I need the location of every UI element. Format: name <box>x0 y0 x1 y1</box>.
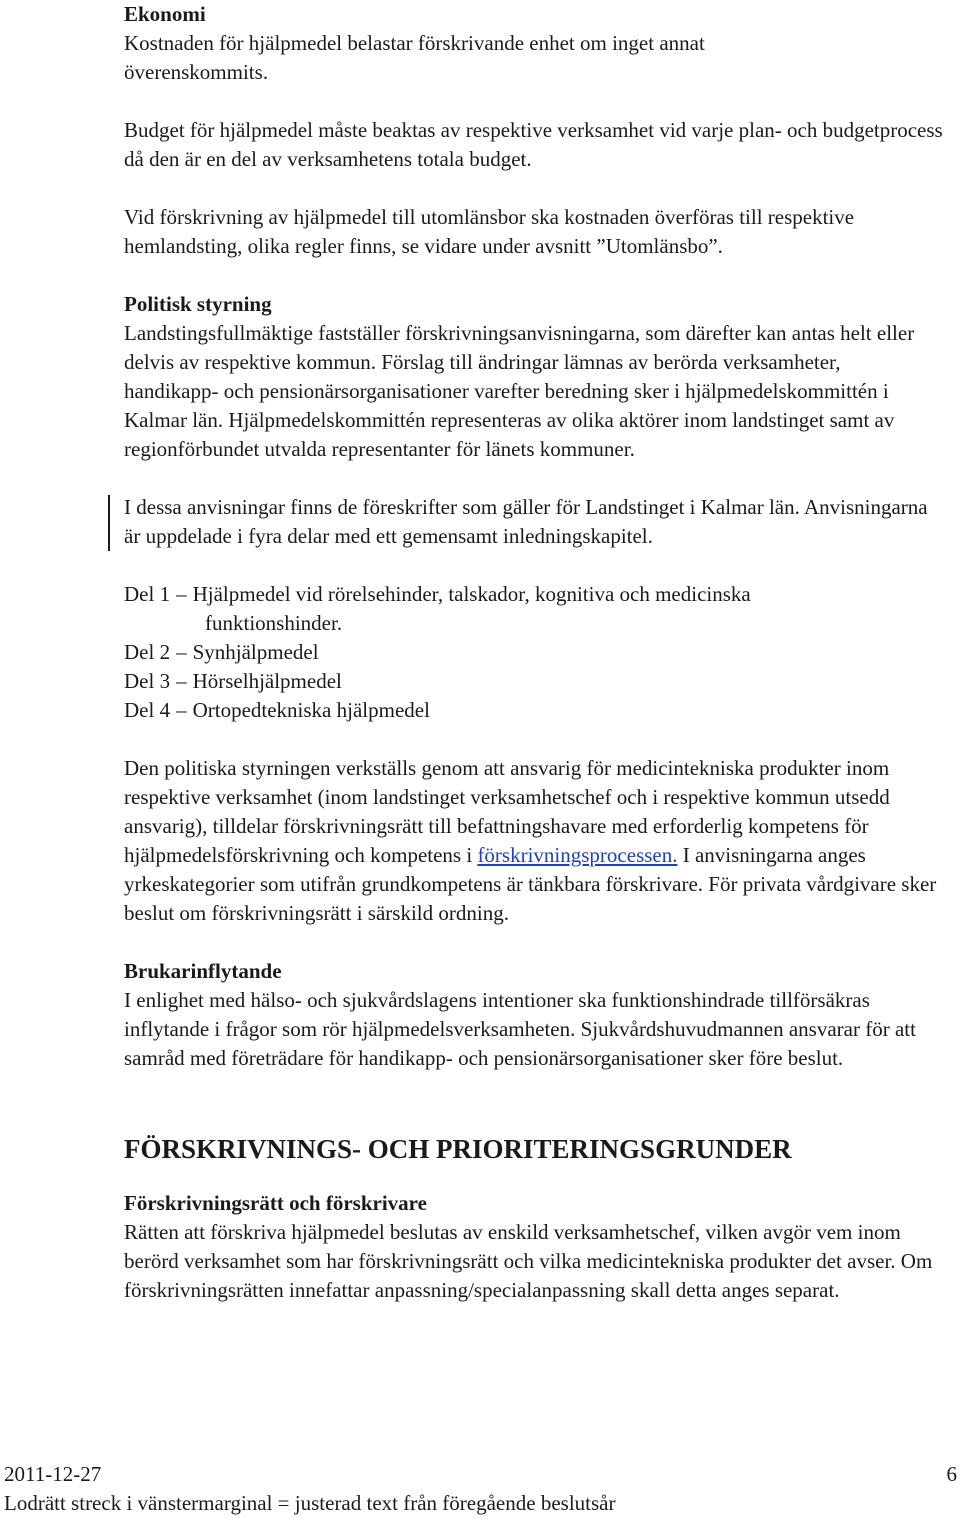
del-dash: – <box>176 669 187 693</box>
heading-brukarinflytande: Brukarinflytande <box>124 959 282 983</box>
ekonomi-para-3: Vid förskrivning av hjälpmedel till utomlänsbor ska kostnaden överföras till respektive hemlandsting, olika regler finns, se vidare under avsnitt ”Utomlänsbo”. <box>124 205 855 258</box>
del-text: Ortopedtekniska hjälpmedel <box>192 698 430 722</box>
styrning-text-1: Den politiska styrningen verkställs genom att ansvarig för medicintekniska produkter inom respektive verksamhet (inom landstinget verksamhetschef och i respektive kommun utsedd ansvarig), tilldelar förskrivningsrätt till befattningshavare med erforderlig kompetens för hjälpmedelsförskrivning och kompetens i <box>124 756 890 867</box>
ekonomi-para-1: Kostnaden för hjälpmedel belastar förskrivande enhet om inget annat överenskommits. <box>124 31 705 84</box>
heading-ekonomi: Ekonomi <box>124 2 206 26</box>
del-text: Synhjälpmedel <box>192 640 319 664</box>
del-item-1 <box>124 580 960 609</box>
section-ekonomi <box>124 0 960 261</box>
heading-politisk-styrning: Politisk styrning <box>124 292 272 316</box>
forskrivningsprocessen-link[interactable]: förskrivningsprocessen. <box>477 843 678 867</box>
page-number: 6 <box>946 1462 957 1486</box>
section-title: FÖRSKRIVNINGS- OCH PRIORITERINGSGRUNDER <box>124 1134 792 1164</box>
revision-bar <box>108 495 110 551</box>
del-dash: – <box>176 582 187 606</box>
del-item-3 <box>124 667 960 696</box>
del-list <box>124 580 960 725</box>
document-page <box>124 0 960 1305</box>
del-dash: – <box>176 640 187 664</box>
del-text: Hjälpmedel vid rörelsehinder, talskador, kognitiva och medicinska <box>192 582 751 606</box>
footer-note: Lodrätt streck i vänstermarginal = justerad text från föregående beslutsår <box>4 1491 616 1515</box>
del-text: Hörselhjälpmedel <box>192 669 342 693</box>
brukar-para: I enlighet med hälso- och sjukvårdslagens intentioner ska funktionshindrade tillförsäkras inflytande i frågor som rör hjälpmedelsverksamheten. Sjukvårdshuvudmannen ansvarar för att samråd med företrädare för handikapp- och pensionärsorganisationer sker före beslut. <box>124 988 916 1070</box>
del-item-2 <box>124 638 960 667</box>
del-number: Del 3 <box>124 669 171 693</box>
heading-forskrivningsratt: Förskrivningsrätt och förskrivare <box>124 1191 427 1215</box>
del-number: Del 1 <box>124 582 171 606</box>
section-politisk-styrning <box>124 290 960 551</box>
del-dash: – <box>176 698 187 722</box>
section-forskrivningsratt <box>124 1189 960 1305</box>
del-number: Del 4 <box>124 698 171 722</box>
revised-paragraph <box>124 493 960 551</box>
forskrivningsratt-para: Rätten att förskriva hjälpmedel beslutas av enskild verksamhetschef, vilken avgör vem inom berörd verksamhet som har förskrivningsrätt och vilka medicintekniska produkter det avser. Om förskrivningsrätten innefattar anpassning/specialanpassning skall detta anges separat. <box>124 1220 933 1302</box>
politisk-revised-para: I dessa anvisningar finns de föreskrifter som gäller för Landstinget i Kalmar län. Anvisningarna är uppdelade i fyra delar med ett gemensamt inledningskapitel. <box>124 495 928 548</box>
footer-date: 2011-12-27 <box>4 1462 102 1486</box>
del-item-1-continuation: funktionshinder. <box>205 611 343 635</box>
section-brukarinflytande <box>124 957 960 1073</box>
del-number: Del 2 <box>124 640 171 664</box>
styrning-text-2: I anvisningarna anges yrkeskategorier som utifrån grundkompetens är tänkbara förskrivare. För privata vårdgivare sker beslut om förskrivningsrätt i särskild ordning. <box>124 843 937 925</box>
ekonomi-para-2: Budget för hjälpmedel måste beaktas av respektive verksamhet vid varje plan- och budgetprocess då den är en del av verksamhetens totala budget. <box>124 118 943 171</box>
politisk-para-1: Landstingsfullmäktige fastställer förskrivningsanvisningarna, som därefter kan antas helt eller delvis av respektive kommun. Förslag till ändringar lämnas av berörda verksamheter, handikapp- och pensionärsorganisationer varefter beredning sker i hjälpmedelskommittén i Kalmar län. Hjälpmedelskommittén representeras av olika aktörer inom landstinget samt av regionförbundet utvalda representanter för länets kommuner. <box>124 321 915 461</box>
del-item-4 <box>124 696 960 725</box>
styrning-paragraph <box>124 754 954 928</box>
